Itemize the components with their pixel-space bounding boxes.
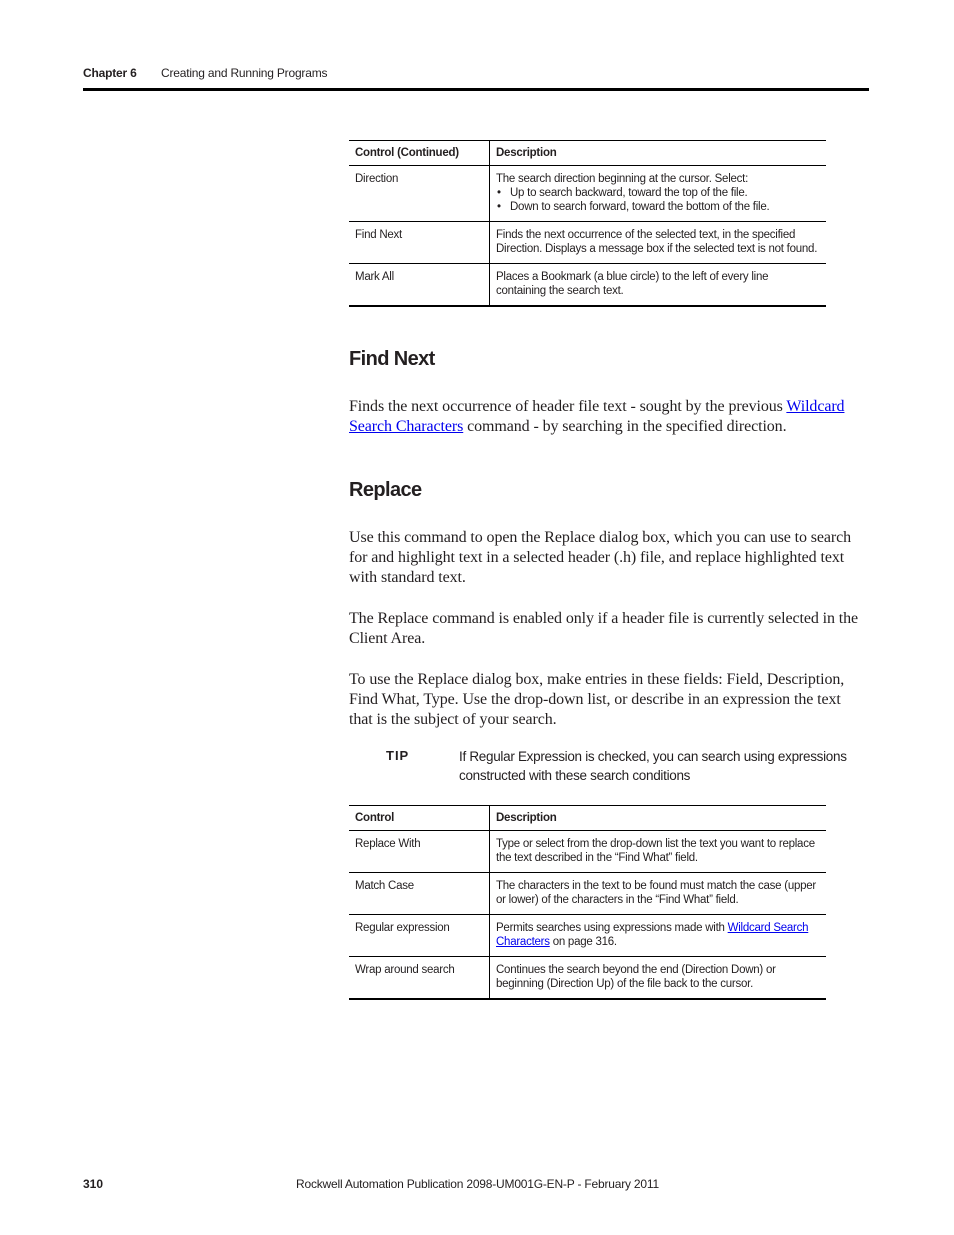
- column-header-control: Control (Continued): [349, 141, 490, 166]
- column-header-description: Description: [490, 806, 827, 831]
- list-item: • Up to search backward, toward the top of the file.: [496, 186, 820, 200]
- description-text: Permits searches using expressions made with: [496, 922, 728, 934]
- control-cell: Direction: [349, 166, 490, 222]
- description-cell: Continues the search beyond the end (Direction Down) or beginning (Direction Up) of the file back to the cursor.: [490, 957, 827, 1000]
- table-header-row: [349, 806, 826, 831]
- tip-text: If Regular Expression is checked, you can search using expressions constructed with these search conditions: [459, 749, 847, 783]
- table-row: [349, 166, 826, 222]
- control-table-continued: [349, 140, 826, 307]
- find-next-paragraph: [349, 397, 864, 437]
- description-cell: Finds the next occurrence of the selected text, in the specified Direction. Displays a message box if the selected text is not found.: [490, 222, 827, 264]
- section-heading-find-next: Find Next: [349, 348, 435, 370]
- description-cell: [490, 915, 827, 957]
- control-cell: Find Next: [349, 222, 490, 264]
- table-row: [349, 915, 826, 957]
- control-cell: Match Case: [349, 873, 490, 915]
- header-rule: [83, 88, 869, 91]
- description-cell: [490, 166, 827, 222]
- control-table: [349, 805, 826, 1000]
- replace-paragraph-1: Use this command to open the Replace dialog box, which you can use to search for and highlight text in a selected header (.h) file, and replace highlighted text with standard text.: [349, 529, 852, 586]
- description-cell: The characters in the text to be found must match the case (upper or lower) of the characters in the “Find What” field.: [490, 873, 827, 915]
- paragraph-text: Finds the next occurrence of header file text - sought by the previous: [349, 398, 787, 415]
- table-row: [349, 873, 826, 915]
- replace-paragraph-3: To use the Replace dialog box, make entries in these fields: Field, Description, Find What, Type. Use the drop-down list, or describe in an expression the text that is the subject of your search.: [349, 671, 845, 728]
- page-number: 310: [83, 1177, 104, 1191]
- wildcard-search-link[interactable]: Wildcard Search Characters: [349, 398, 845, 435]
- control-cell: Regular expression: [349, 915, 490, 957]
- section-heading-replace: Replace: [349, 479, 422, 501]
- control-cell: Mark All: [349, 264, 490, 307]
- control-cell: Wrap around search: [349, 957, 490, 1000]
- description-intro: The search direction beginning at the cursor. Select:: [496, 173, 749, 185]
- table-row: [349, 264, 826, 307]
- publication-info: Rockwell Automation Publication 2098-UM001G-EN-P - February 2011: [296, 1177, 659, 1191]
- description-cell: Type or select from the drop-down list the text you want to replace the text described in the “Find What” field.: [490, 831, 827, 873]
- wildcard-search-link[interactable]: Wildcard Search Characters: [496, 922, 809, 948]
- chapter-title: Creating and Running Programs: [161, 66, 328, 80]
- table-row: [349, 222, 826, 264]
- tip-label: TIP: [386, 748, 410, 763]
- column-header-description: Description: [490, 141, 827, 166]
- list-item: • Down to search forward, toward the bottom of the file.: [496, 200, 820, 214]
- replace-paragraph-2: The Replace command is enabled only if a header file is currently selected in the Client Area.: [349, 610, 859, 647]
- bullet-list: [496, 186, 820, 214]
- table-header-row: [349, 141, 826, 166]
- description-text: on page 316.: [549, 936, 617, 948]
- table-row: [349, 957, 826, 1000]
- control-cell: Replace With: [349, 831, 490, 873]
- description-cell: Places a Bookmark (a blue circle) to the left of every line containing the search text.: [490, 264, 827, 307]
- chapter-label: Chapter 6: [83, 66, 137, 80]
- table-row: [349, 831, 826, 873]
- column-header-control: Control: [349, 806, 490, 831]
- paragraph-text: command - by searching in the specified direction.: [463, 418, 787, 435]
